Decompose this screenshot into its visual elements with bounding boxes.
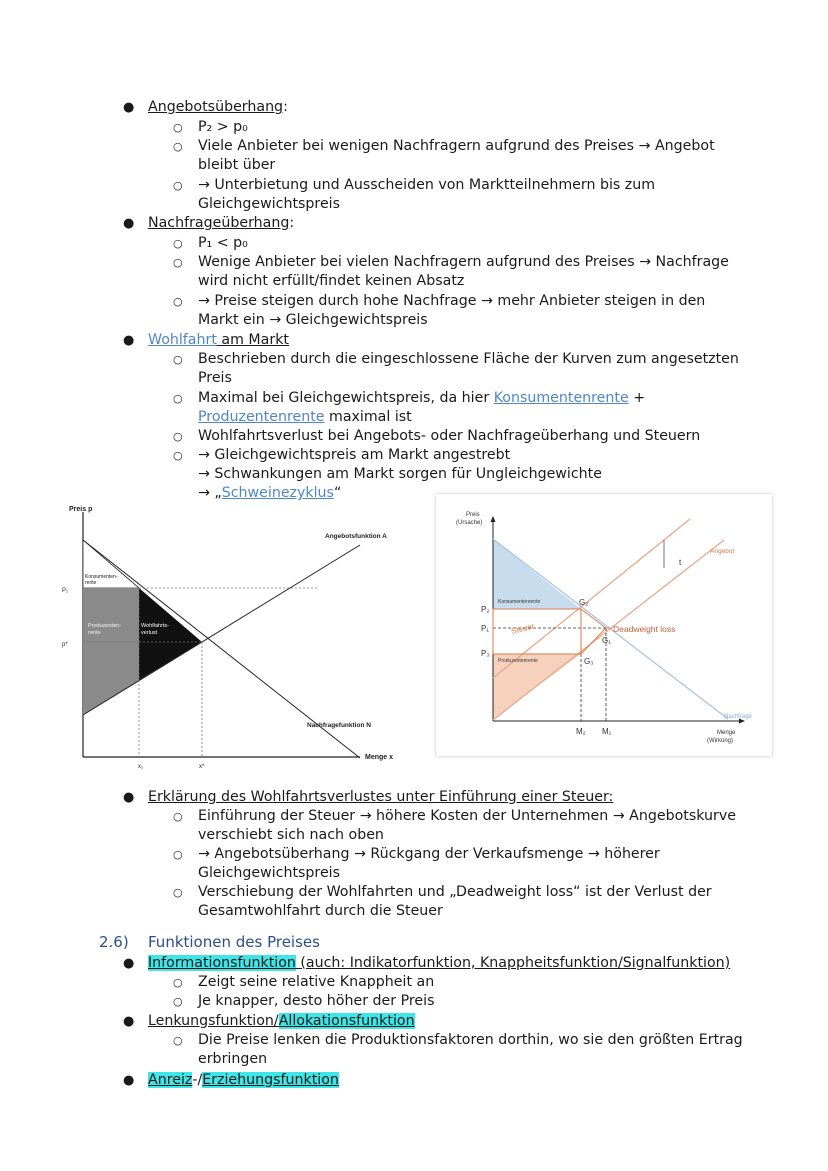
sub-bullet: ○ xyxy=(173,995,183,1008)
bullet: ● xyxy=(123,790,135,805)
list-item: Gleichgewichtspreis xyxy=(198,865,341,881)
welfare-loss-label-2: verlust xyxy=(141,630,158,636)
list-item: Preis xyxy=(198,370,232,386)
list-item: erbringen xyxy=(198,1051,268,1067)
consumer-surplus-label-1: Konsumenten- xyxy=(85,574,118,580)
section-heading: Funktionen des Preises xyxy=(148,933,320,951)
list-item: bleibt über xyxy=(198,157,276,173)
y-axis-label-2: (Ursache) xyxy=(456,520,483,526)
supply-label: Angebot xyxy=(710,548,735,555)
consumer-surplus-label-2: rente xyxy=(85,580,97,586)
p3-label: P₃ xyxy=(481,649,490,658)
x-axis-label-2: (Wirkung) xyxy=(707,738,734,744)
m1-label: M₁ xyxy=(602,727,612,736)
list-item: → Angebotsüberhang → Rückgang der Verkaufsmenge → höherer xyxy=(198,846,660,862)
m2-label: M₂ xyxy=(576,727,586,736)
heading-wohlfahrt: Wohlfahrt am Markt xyxy=(148,332,289,348)
sub-bullet: ○ xyxy=(173,179,183,192)
bullet: ● xyxy=(123,1073,135,1088)
konsumentenrente-label: Konsumentenrente xyxy=(498,599,541,605)
tax-rectangle xyxy=(493,609,581,654)
demand-label: Nachfragefunktion N xyxy=(307,722,371,729)
sub-bullet: ○ xyxy=(173,237,183,250)
sub-bullet: ○ xyxy=(173,886,183,899)
bullet: ● xyxy=(123,956,135,971)
sub-bullet: ○ xyxy=(173,810,183,823)
section-number: 2.6) xyxy=(99,933,129,951)
sub-bullet: ○ xyxy=(173,392,183,405)
lenkungsfunktion: Lenkungsfunktion/Allokationsfunktion xyxy=(148,1013,415,1029)
list-item: Markt ein → Gleichgewichtspreis xyxy=(198,312,428,328)
sub-bullet: ○ xyxy=(173,295,183,308)
p1-label: P₁ xyxy=(62,588,69,594)
sub-bullet: ○ xyxy=(173,449,183,462)
p1-label: P₁ xyxy=(481,624,490,633)
g2-label: G₂ xyxy=(579,598,589,607)
steuer-label: Steuer xyxy=(510,621,536,636)
list-item: → Unterbietung und Ausscheiden von Marktteilnehmern bis zum xyxy=(198,177,656,193)
list-item: → „Schweinezyklus“ xyxy=(198,485,342,501)
list-item: Gleichgewichtspreis xyxy=(198,196,341,212)
y-axis-label: Preis p xyxy=(69,506,93,513)
producer-surplus-label-1: Produzenten- xyxy=(88,623,122,629)
y-axis-label-1: Preis xyxy=(466,512,480,518)
sub-bullet: ○ xyxy=(173,430,183,443)
producer-surplus-area xyxy=(83,588,139,715)
sub-bullet: ○ xyxy=(173,256,183,269)
xstar-label: x* xyxy=(199,764,205,770)
list-item: Einführung der Steuer → höhere Kosten der Unternehmen → Angebotskurve xyxy=(198,808,736,824)
demand-label: Nachfrage xyxy=(724,714,752,720)
list-item: Verschiebung der Wohlfahrten und „Deadweight loss“ ist der Verlust der xyxy=(198,884,712,900)
bullet: ● xyxy=(123,216,135,231)
t-label: t xyxy=(679,558,682,567)
list-item: Die Preise lenken die Produktionsfaktoren dorthin, wo sie den größten Ertrag xyxy=(198,1032,743,1048)
heading-wohlfahrtsverlust: Erklärung des Wohlfahrtsverlustes unter Einführung einer Steuer: xyxy=(148,789,614,805)
y-axis-arrow xyxy=(491,516,496,522)
list-item: P₂ > p₀ xyxy=(198,119,248,135)
sub-bullet: ○ xyxy=(173,976,183,989)
list-item: Wenige Anbieter bei vielen Nachfragern aufgrund des Preises → Nachfrage xyxy=(198,254,729,270)
list-item: verschiebt sich nach oben xyxy=(198,827,384,843)
informationsfunktion: Informationsfunktion (auch: Indikatorfunktion, Knappheitsfunktion/Signalfunktion) xyxy=(148,955,731,971)
produzentenrente-label: Produzentenrente xyxy=(498,658,538,664)
p2-label: P₂ xyxy=(481,605,490,614)
produzentenrente-link[interactable]: Produzentenrente xyxy=(198,409,325,425)
g3-label: G₃ xyxy=(584,657,594,666)
welfare-chart-left xyxy=(55,500,405,775)
list-item: Produzentenrente maximal ist xyxy=(198,409,412,425)
list-item: P₁ < p₀ xyxy=(198,235,248,251)
list-item: wird nicht erfüllt/findet keinen Absatz xyxy=(198,273,465,289)
sub-bullet: ○ xyxy=(173,353,183,366)
list-item: → Schwankungen am Markt sorgen für Ungleichgewichte xyxy=(198,466,602,482)
list-item: Zeigt seine relative Knappheit an xyxy=(198,974,435,990)
bullet: ● xyxy=(123,100,135,115)
list-item: Gesamtwohlfahrt durch die Steuer xyxy=(198,903,443,919)
list-item: Beschrieben durch die eingeschlossene Fläche der Kurven zum angesetzten xyxy=(198,351,739,367)
list-item: Wohlfahrtsverlust bei Angebots- oder Nachfrageüberhang und Steuern xyxy=(198,428,701,444)
list-item: Maximal bei Gleichgewichtspreis, da hier Konsumentenrente + xyxy=(198,390,646,406)
tax-chart-right xyxy=(436,494,772,756)
list-item: Viele Anbieter bei wenigen Nachfragern aufgrund des Preises → Angebot xyxy=(198,138,715,154)
list-item: Je knapper, desto höher der Preis xyxy=(198,993,435,1009)
sub-bullet: ○ xyxy=(173,140,183,153)
welfare-loss-label-1: Wohlfahrts- xyxy=(141,623,170,629)
konsumentenrente-link[interactable]: Konsumentenrente xyxy=(493,390,629,406)
anreizfunktion: Anreiz-/Erziehungsfunktion xyxy=(148,1072,339,1088)
heading-angebotsueberhang: Angebotsüberhang: xyxy=(148,99,288,115)
schweinezyklus-link[interactable]: Schweinezyklus xyxy=(221,485,334,501)
heading-nachfrageueberhang: Nachfrageüberhang: xyxy=(148,215,295,231)
g1-label: G₁ xyxy=(602,636,611,645)
list-item: → Preise steigen durch hohe Nachfrage → mehr Anbieter steigen in den xyxy=(198,293,706,309)
list-item: → Gleichgewichtspreis am Markt angestrebt xyxy=(198,447,511,463)
x1-label: x₁ xyxy=(138,764,144,770)
sub-bullet: ○ xyxy=(173,1034,183,1047)
bullet: ● xyxy=(123,333,135,348)
sub-bullet: ○ xyxy=(173,848,183,861)
pstar-label: p* xyxy=(62,642,68,648)
x-axis-label: Menge x xyxy=(365,754,394,761)
sub-bullet: ○ xyxy=(173,121,183,134)
bullet: ● xyxy=(123,1014,135,1029)
producer-surplus-label-2: rente xyxy=(88,630,101,636)
deadweight-label: Deadweight loss xyxy=(613,624,676,634)
x-axis-label-1: Menge xyxy=(717,730,736,736)
wohlfahrt-link[interactable]: Wohlfahrt xyxy=(148,332,217,348)
supply-label: Angebotsfunktion A xyxy=(325,533,387,540)
